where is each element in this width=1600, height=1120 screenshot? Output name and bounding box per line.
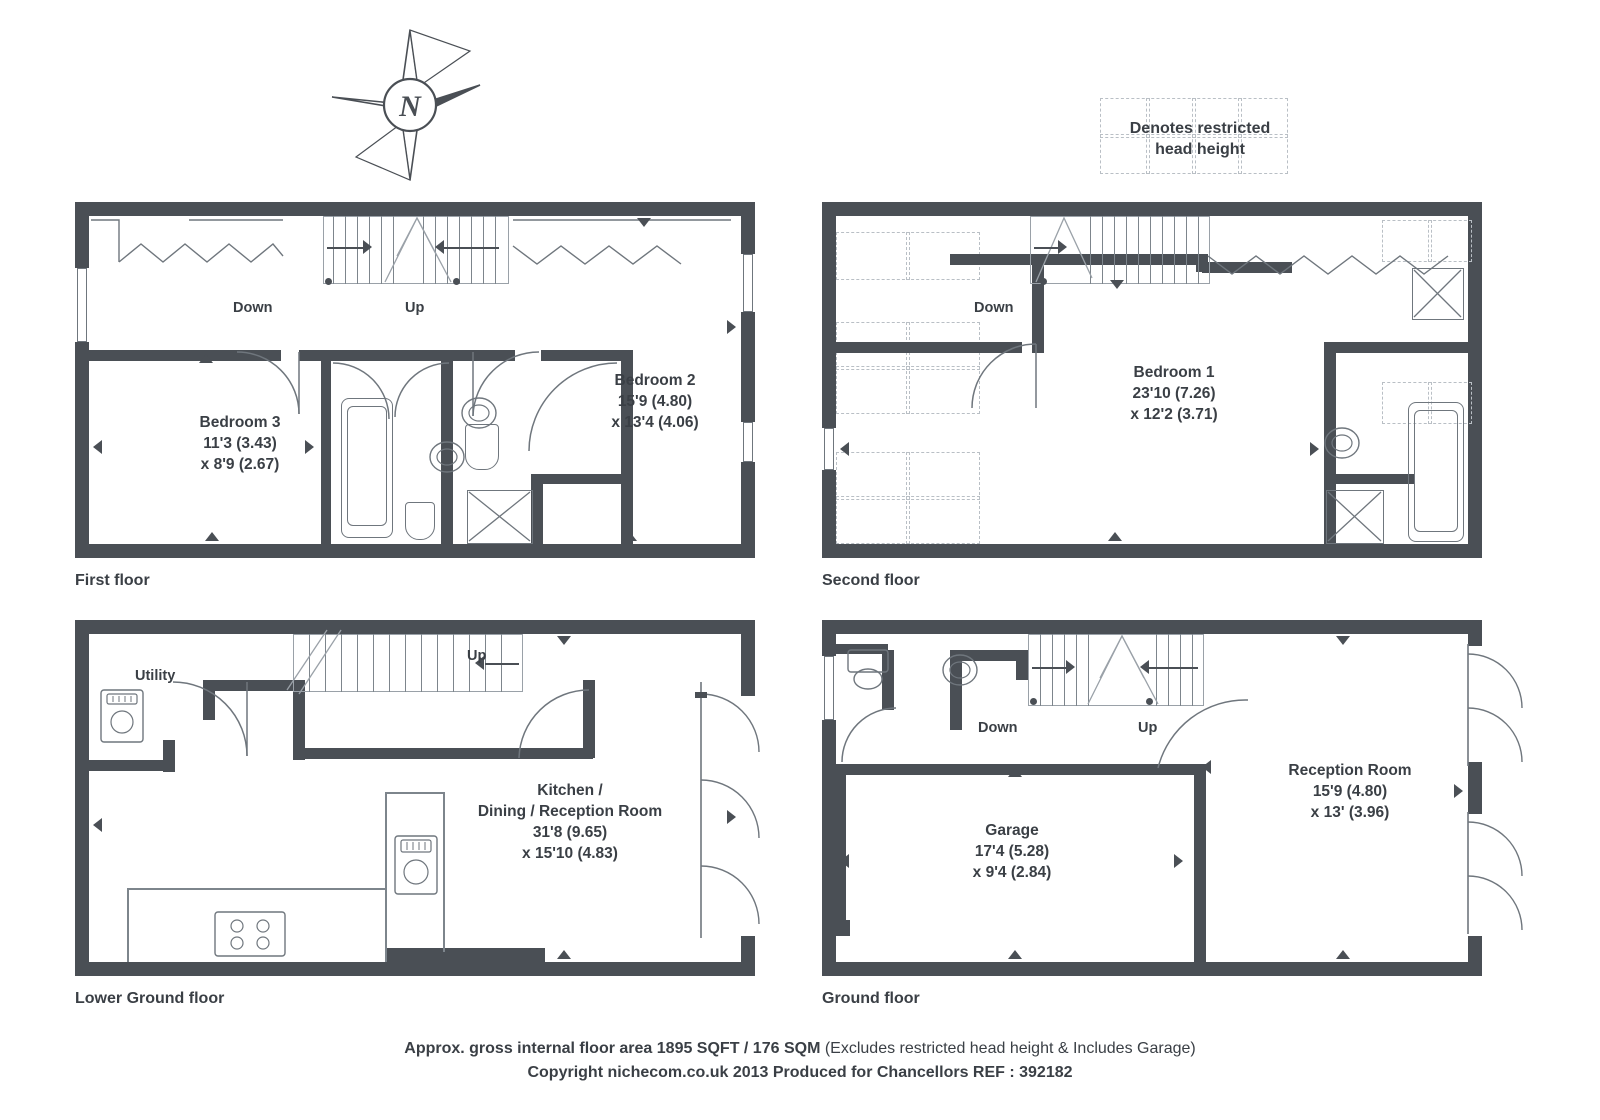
basin-fixture-first-2 [427, 438, 467, 476]
room-dim-2: x 13' (3.96) [1310, 804, 1390, 821]
room-label-kitchen-dining [375, 780, 765, 864]
label-up-lower: Up [467, 648, 487, 664]
room-name-line-1: Kitchen / [537, 782, 603, 799]
compass-label: N [399, 90, 421, 123]
room-label-reception-room [1222, 760, 1478, 823]
north-arrow [330, 25, 490, 185]
room-label-bedroom-1 [994, 362, 1354, 425]
floor-title-second: Second floor [822, 572, 920, 589]
floor-title-first: First floor [75, 572, 150, 589]
staircase-first [323, 216, 509, 284]
legend-line-1: Denotes restricted [1129, 120, 1271, 137]
staircase-second [1030, 216, 1210, 284]
label-down-first: Down [233, 300, 273, 316]
legend-line-2: head height [1155, 141, 1245, 158]
label-up-first: Up [405, 300, 425, 316]
room-dim-2: x 12'2 (3.71) [1130, 406, 1218, 423]
room-dim-1: 23'10 (7.26) [1132, 385, 1216, 402]
footer-area-bold: Approx. gross internal floor area 1895 SQFT / 176 SQM [404, 1040, 821, 1057]
plan-ground-floor [822, 620, 1482, 976]
footer-copyright: Copyright nichecom.co.uk 2013 Produced for Chancellors REF : 392182 [527, 1064, 1073, 1081]
label-down-ground: Down [978, 720, 1018, 736]
room-dim-1: 15'9 (4.80) [1312, 783, 1388, 800]
shower-tray-second-2 [1326, 490, 1384, 544]
room-name: Reception Room [1288, 762, 1412, 779]
floor-title-ground: Ground floor [822, 990, 920, 1007]
wc-fixture-first [405, 502, 435, 540]
label-down-second: Down [974, 300, 1014, 316]
room-dim-2: x 9'4 (2.84) [972, 864, 1052, 881]
legend-text [1060, 118, 1340, 160]
basin-fixture-ground [940, 650, 980, 690]
room-name: Garage [985, 822, 1039, 839]
room-dim-2: x 15'10 (4.83) [522, 845, 618, 862]
room-name: Bedroom 2 [614, 372, 696, 389]
room-dim-1: 31'8 (9.65) [532, 824, 608, 841]
wc-fixture-ground [846, 648, 892, 690]
label-up-ground: Up [1138, 720, 1158, 736]
utility-sink [99, 688, 147, 748]
footer-area [0, 1040, 1600, 1058]
room-dim-1: 11'3 (3.43) [203, 435, 277, 452]
shower-tray-second [1412, 268, 1464, 320]
label-utility-lower: Utility [135, 668, 176, 684]
room-dim-2: x 13'4 (4.06) [611, 414, 699, 431]
room-name: Bedroom 1 [1133, 364, 1215, 381]
room-label-bedroom-3 [115, 412, 365, 475]
plan-lower-ground-floor [75, 620, 755, 976]
hob-fixture [213, 910, 289, 960]
plan-second-floor [822, 202, 1482, 558]
room-name: Bedroom 3 [199, 414, 281, 431]
room-label-bedroom-2 [525, 370, 785, 433]
shower-tray-first [467, 490, 533, 544]
staircase-ground [1028, 634, 1204, 706]
basin-fixture-second [1322, 424, 1362, 462]
floor-title-lower-ground: Lower Ground floor [75, 990, 225, 1007]
wc-fixture-first-2 [465, 424, 499, 470]
room-dim-2: x 8'9 (2.67) [200, 456, 280, 473]
room-label-garage [882, 820, 1142, 883]
plan-first-floor [75, 202, 755, 558]
room-dim-1: 17'4 (5.28) [974, 843, 1050, 860]
room-name-line-2: Dining / Reception Room [477, 803, 663, 820]
room-dim-1: 15'9 (4.80) [617, 393, 693, 410]
footer-area-note: (Excludes restricted head height & Includes Garage) [824, 1040, 1196, 1057]
